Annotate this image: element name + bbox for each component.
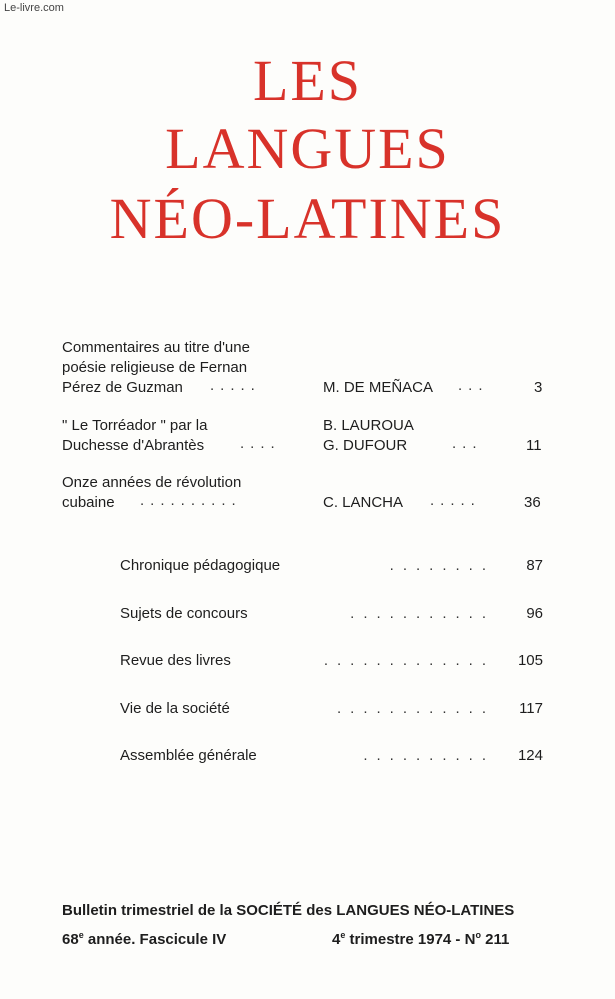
article-title-line: Commentaires au titre d'une — [62, 339, 250, 356]
leader-dots: ... — [458, 377, 489, 394]
footer-issue — [62, 930, 510, 948]
leader-dots: ........ — [389, 557, 495, 574]
title-line-1: LES — [252, 48, 363, 113]
article-author: C. LANCHA — [323, 494, 404, 511]
article-page: 11 — [526, 437, 542, 454]
section-page: 87 — [526, 557, 543, 574]
section-page: 105 — [517, 652, 543, 669]
leader-dots: ........... — [350, 605, 495, 622]
section-entry — [120, 605, 543, 625]
article-page: 3 — [534, 379, 543, 396]
section-entry — [120, 700, 543, 720]
article-author: M. DE MEÑACA — [323, 379, 434, 396]
leader-dots: .......... — [140, 492, 242, 509]
section-label: Assemblée générale — [120, 747, 257, 764]
article-page: 36 — [524, 494, 541, 511]
title-line-3: NÉO-LATINES — [109, 186, 506, 251]
footer-bulletin: Bulletin trimestriel de la SOCIÉTÉ des LANGUES NÉO-LATINES — [62, 902, 515, 919]
section-entry — [120, 652, 543, 672]
section-entry — [120, 557, 543, 577]
article-author: B. LAUROUA — [323, 417, 414, 434]
article-author: G. DUFOUR — [323, 437, 408, 454]
leader-dots: .... — [240, 435, 281, 452]
article-title-line: cubaine — [62, 494, 115, 511]
watermark: Le-livre.com — [4, 2, 64, 14]
article-title-line: Onze années de révolution — [62, 474, 242, 491]
section-page: 124 — [517, 747, 543, 764]
section-page: 117 — [519, 700, 543, 717]
leader-dots: ............ — [336, 700, 495, 717]
article-title-line: Pérez de Guzman — [62, 379, 183, 396]
article-title-line: poésie religieuse de Fernan — [62, 359, 248, 376]
footer-year: 68e année. Fascicule IV — [62, 930, 227, 948]
section-entry — [120, 747, 543, 767]
section-label: Vie de la société — [120, 700, 230, 717]
article-title-line: " Le Torréador " par la — [62, 417, 208, 434]
leader-dots: ..... — [430, 492, 481, 509]
article-title-line: Duchesse d'Abrantès — [62, 437, 205, 454]
section-label: Revue des livres — [120, 652, 231, 669]
leader-dots: ..... — [210, 377, 261, 394]
section-label: Sujets de concours — [120, 605, 248, 622]
footer-quarter: 4e trimestre $1974 - N^o$ 211 — [332, 930, 510, 948]
leader-dots: ............. — [323, 652, 495, 669]
section-page: 96 — [526, 605, 543, 622]
leader-dots: ... — [452, 435, 483, 452]
section-label: Chronique pédagogique — [120, 557, 281, 574]
title-line-2: LANGUES — [165, 116, 450, 181]
leader-dots: .......... — [363, 747, 495, 764]
